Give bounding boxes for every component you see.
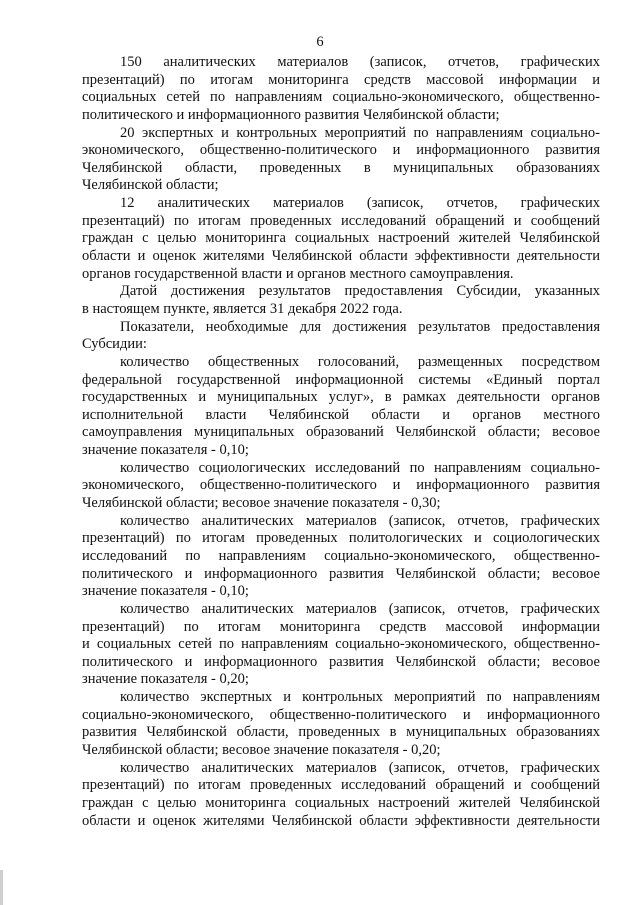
text-line: и социальных сетей по направлениям социально-экономического, общественно-	[82, 636, 600, 653]
text-line: Датой достижения результатов предоставления Субсидии, указанных	[120, 283, 600, 300]
text-line: социально-экономического, общественно-политического и информационного	[82, 706, 600, 723]
paragraph	[82, 601, 600, 689]
text-line: значение показателя - 0,20;	[82, 671, 249, 688]
text-line: политического и информационного развития Челябинской области; весовое	[82, 653, 600, 670]
text-line: Челябинской области, проведенных в муниципальных образованиях	[82, 159, 600, 176]
text-line: Челябинской области; весовое значение показателя - 0,20;	[82, 741, 441, 758]
paragraph	[82, 125, 600, 196]
text-line: исследований по направлениям социально-экономического, общественно-	[82, 547, 600, 564]
paragraph	[82, 513, 600, 601]
paragraph	[82, 54, 600, 125]
text-line: Показатели, необходимые для достижения результатов предоставления	[120, 318, 600, 335]
text-line: значение показателя - 0,10;	[82, 583, 249, 600]
text-line: граждан с целью мониторинга социальных настроений жителей Челябинской	[82, 230, 600, 247]
text-line: презентаций) по итогам мониторинга средств массовой информации	[82, 618, 600, 635]
paragraph	[82, 195, 600, 283]
scan-edge-mark	[0, 870, 3, 905]
text-line: количество аналитических материалов (записок, отчетов, графических	[120, 600, 600, 617]
text-line: экономического, общественно-политического и информационного развития	[82, 142, 600, 159]
paragraph	[82, 760, 600, 831]
text-line: 12 аналитических материалов (записок, отчетов, графических	[120, 195, 600, 212]
paragraph	[82, 319, 600, 354]
text-line: Субсидии:	[82, 336, 147, 353]
text-line: презентаций) по итогам проведенных исследований обращений и сообщений	[82, 212, 600, 229]
paragraph	[82, 354, 600, 460]
text-line: федеральной государственной информационной системы «Единый портал	[82, 371, 600, 388]
text-line: Челябинской области; весовое значение показателя - 0,30;	[82, 495, 441, 512]
paragraph	[82, 283, 600, 318]
text-line: значение показателя - 0,10;	[82, 442, 249, 459]
text-line: самоуправления муниципальных образований Челябинской области; весовое	[82, 424, 600, 441]
text-line: количество экспертных и контрольных мероприятий по направлениям	[120, 689, 600, 706]
text-line: количество общественных голосований, размещенных посредством	[120, 353, 600, 370]
text-line: политического и информационного развития Челябинской области; весовое	[82, 565, 600, 582]
text-line: количество аналитических материалов (записок, отчетов, графических	[120, 759, 600, 776]
text-line: политического и информационного развития Челябинской области;	[82, 106, 500, 123]
page-number: 6	[316, 34, 324, 50]
paragraph	[82, 460, 600, 513]
text-line: количество аналитических материалов (записок, отчетов, графических	[120, 512, 600, 529]
text-line: 20 экспертных и контрольных мероприятий по направлениям социально-	[120, 124, 600, 141]
paragraph	[82, 689, 600, 760]
text-line: области и оценок жителями Челябинской области эффективности деятельности	[82, 812, 600, 829]
text-line: презентаций) по итогам проведенных политологических и социологических	[82, 530, 600, 547]
text-line: развития Челябинской области, проведенных в муниципальных образованиях	[82, 724, 600, 741]
document-body	[82, 54, 600, 830]
text-line: презентаций) по итогам мониторинга средств массовой информации и	[82, 71, 600, 88]
text-line: презентаций) по итогам проведенных исследований обращений и сообщений	[82, 777, 600, 794]
text-line: количество социологических исследований по направлениям социально-	[120, 459, 600, 476]
text-line: области и оценок жителями Челябинской области эффективности деятельности	[82, 248, 600, 265]
text-line: социальных сетей по направлениям социально-экономического, общественно-	[82, 89, 600, 106]
text-line: 150 аналитических материалов (записок, отчетов, графических	[120, 54, 600, 70]
text-line: экономического, общественно-политического и информационного развития	[82, 477, 600, 494]
text-line: граждан с целью мониторинга социальных настроений жителей Челябинской	[82, 794, 600, 811]
text-line: исполнительной власти Челябинской области и органов местного	[82, 406, 600, 423]
text-line: органов государственной власти и органов местного самоуправления.	[82, 265, 514, 282]
text-line: в настоящем пункте, является 31 декабря 2022 года.	[82, 300, 403, 317]
text-line: Челябинской области;	[82, 177, 219, 194]
text-line: государственных и муниципальных услуг», в рамках деятельности органов	[82, 389, 600, 406]
